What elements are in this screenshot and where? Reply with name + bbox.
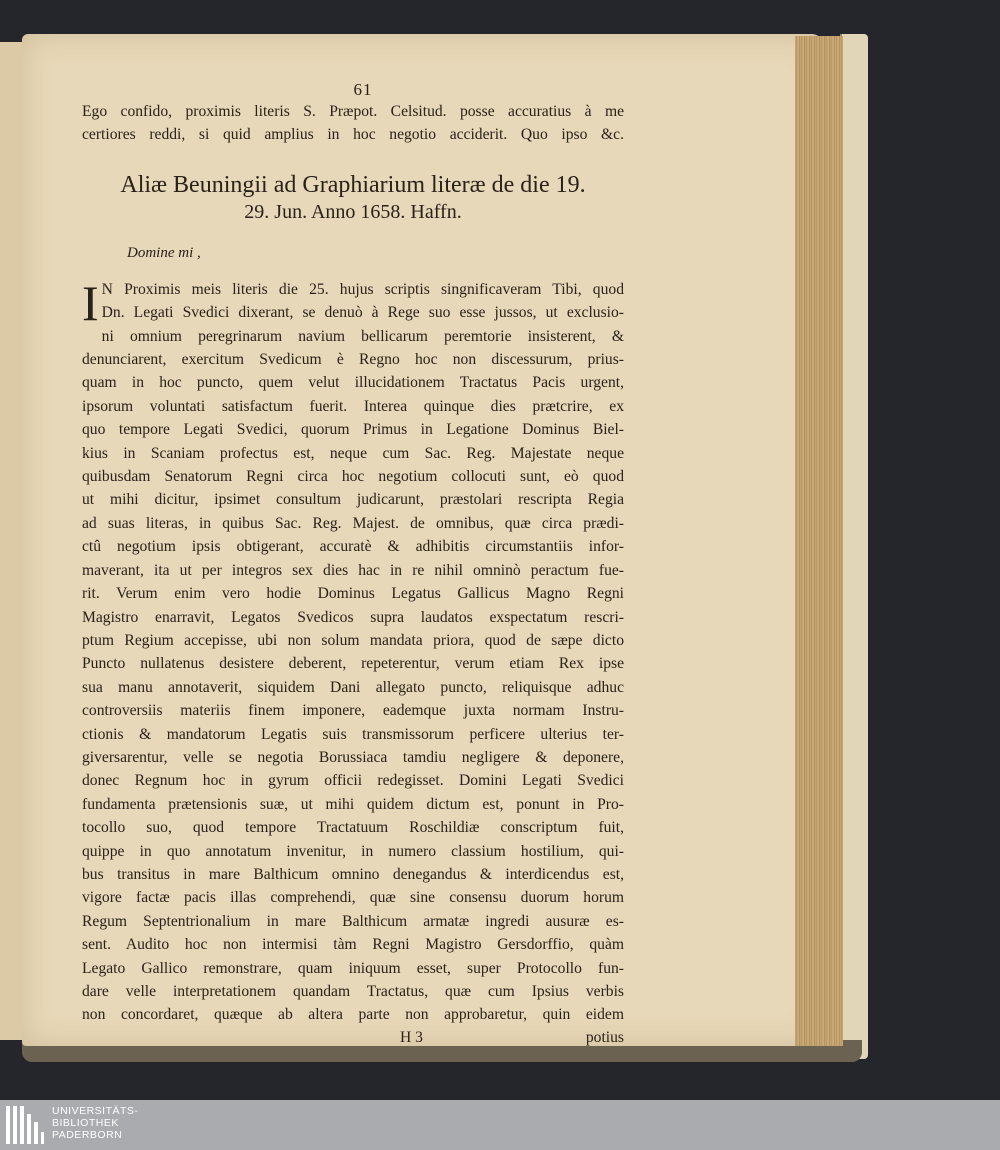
- text-line: Legato Gallico remonstrare, quam iniquum esset, super Protocollo fun-: [82, 959, 624, 977]
- text-line: maverant, ita ut per integros sex dies hac in re nihil omninò peractum fue-: [82, 561, 624, 579]
- text-line: Magistro enarravit, Legatos Svedicos supra laudatos exspectatum rescri-: [82, 608, 624, 626]
- text-line: Dn. Legati Svedici dixerant, se denuò à Rege suo esse jussos, ut exclusio-: [101, 304, 624, 322]
- text-line: ipsorum voluntati satisfactum fuerit. Interea quinque dies prætcrire, ex: [82, 397, 624, 415]
- text-line: sent. Audito hoc non intermisi tàm Regni Magistro Gersdorffio, quàm: [82, 936, 624, 954]
- text-line: ad suas literas, in quibus Sac. Reg. Majest. de omnibus, quæ circa prædi-: [82, 514, 624, 532]
- text-line: certiores reddi, si quid amplius in hoc negotio acciderit. Quo ipso &c.: [82, 126, 624, 144]
- text-line: giversarentur, velle se negotia Borussiaca tamdiu negligere & deponere,: [82, 748, 624, 766]
- text-line: Regum Septentrionalium in mare Balthicum armatæ ingredi ausuræ es-: [82, 912, 624, 930]
- signature-mark: H 3: [400, 1028, 423, 1046]
- text-line: vigore factæ pacis illas comprehendi, quæ sine consensu duorum horum: [82, 889, 624, 907]
- library-name-line: UNIVERSITÄTS-: [52, 1105, 139, 1117]
- page-number: 61: [353, 80, 373, 99]
- text-line: ctionis & mandatorum Legatis suis transmissorum perficere ulterius ter-: [82, 725, 624, 743]
- text-line: denunciarent, exercitum Svedicum è Regno hoc non discessurum, prius-: [82, 351, 624, 369]
- text-line: N Proximis meis literis die 25. hujus scriptis singnificaveram Tibi, quod: [101, 280, 624, 298]
- text-line: quippe in quo annotatum invenitur, in numero classium hostilium, qui-: [82, 842, 624, 860]
- page-footer: [82, 1029, 624, 1047]
- text-line: quibusdam Senatorum Regni circa hoc negotium collocuti sunt, eò quod: [82, 468, 624, 486]
- previous-letter-ending: [82, 100, 624, 147]
- text-line: ctû negotium ipsis obtigerant, accuratè & adhibitis circumstantiis infor-: [82, 538, 624, 556]
- text-line: bus transitus in mare Balthicum omnino denegandus & interdicendus est,: [82, 865, 624, 883]
- text-line: ni omnium peregrinarum navium bellicarum peremtorie insisterent, &: [101, 327, 624, 345]
- library-name-line: PADERBORN: [52, 1129, 123, 1141]
- text-line: donec Regnum hoc in gyrum officii redegisset. Domini Legati Svedici: [82, 772, 624, 790]
- text-line: Ego confido, proximis literis S. Præpot. Celsitud. posse accuratius à me: [82, 103, 624, 120]
- text-line: ptum Regium accepisse, ubi non solum mandata priora, quod de sæpe dicto: [82, 631, 624, 649]
- salutation: Domine mi ,: [127, 244, 201, 261]
- letter-body: [82, 274, 624, 1027]
- letter-date: 29. Jun. Anno 1658. Haffn.: [244, 200, 462, 223]
- text-line: controversiis materiis finem imponere, eademque juxta normam Instru-: [82, 702, 624, 720]
- text-line: tocollo suo, quod tempore Tractatuum Roschildiæ conscriptum fuit,: [82, 819, 624, 837]
- text-line: quam in hoc puncto, quem velut illucidationem Tractatus Pacis urgent,: [82, 374, 624, 392]
- text-line: dare velle interpretationem quandam Tractatus, quæ cum Ipsius verbis: [82, 983, 624, 1000]
- text-line: quo tempore Legati Svedici, quorum Primus in Legatione Dominus Biel-: [82, 421, 624, 439]
- page-fore-edge: [795, 36, 843, 1046]
- text-line: kius in Scaniam profectus est, neque cum Sac. Reg. Majestate neque: [82, 444, 624, 462]
- library-logo-icon: [6, 1106, 44, 1144]
- page-text: [82, 80, 624, 1047]
- text-line: Puncto nullatenus desistere deberent, repeterentur, verum etiam Rex ipse: [82, 655, 624, 673]
- catchword: potius: [585, 1028, 624, 1046]
- library-name: [52, 1105, 138, 1141]
- letter-title: Aliæ Beuningii ad Graphiarium literæ de die 19.: [120, 171, 586, 198]
- text-line: rit. Verum enim vero hodie Dominus Legatus Gallicus Magno Regni: [82, 585, 624, 603]
- back-cover-edge: [840, 34, 868, 1059]
- library-footer-bar: [0, 1100, 1000, 1150]
- text-line: fundamenta prætensionis suæ, ut mihi quidem dictum est, ponunt in Pro-: [82, 795, 624, 813]
- drop-cap: I: [82, 274, 99, 331]
- text-line: sua manu annotaverit, siquidem Dani allegato puncto, reliquisque adhuc: [82, 678, 624, 696]
- library-name-line: BIBLIOTHEK: [52, 1117, 119, 1129]
- text-line: non concordaret, quæque ab altera parte non approbaretur, quin eidem: [82, 1006, 624, 1024]
- text-line: ut mihi dicitur, ipsimet consultum judicarunt, præstolari rescripta Regia: [82, 491, 624, 509]
